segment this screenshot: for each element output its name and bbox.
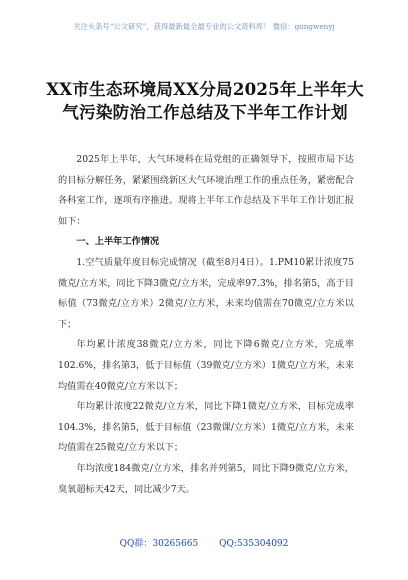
body-paragraph: 1.空气质量年度目标完成情况（截至8月4日）。1.PM10累计浓度75微克/立方米，同比下降3微克/立方米，完成率97.3%，排名第5，高于目标值（73微克/立方米）2微克/立方米，未来均值需在70微克/立方米以下；: [58, 256, 354, 330]
intro-paragraph: 2025年上半年，大气环境科在局党组的正确领导下，按照市局下达的目标分解任务，紧紧围绕新区大气环境治理工作的重点任务，紧密配合各科室工作，逐项有序推进。现将上半年工作总结及下半年工作计划汇报如下：: [58, 154, 354, 227]
footer-contact: [0, 536, 408, 549]
document-body: [58, 150, 354, 500]
body-paragraph: 年均累计浓度22微克/立方米，同比下降1微克/立方米，目标完成率104.3%，排名第5，低于目标值（23微课/立方米）1微克/立方米，未来均值需在25微克/立方米以下；: [58, 401, 354, 454]
qq-number-text: QQ:535304092: [219, 539, 289, 549]
section-heading: 一、上半年工作情况: [76, 236, 160, 248]
body-paragraph: 年均浓度184微克/立方米，排名并列第5，同比下降9微克/立方米，臭氧超标天42天，同比减少7天。: [58, 462, 354, 495]
document-title: XX市生态环境局XX分局2025年上半年大气污染防治工作总结及下半年工作计划: [46, 79, 364, 122]
body-paragraph: 年均累计浓度38微克/立方米，同比下降6微克/立方米，完成率102.6%，排名第3，低于目标值（39微克/立方米）1微克/立方米，未来均值需在40微克/立方米以下；: [58, 339, 354, 392]
qq-group-text: QQ群：30265665: [119, 539, 199, 549]
header-banner: 关注头条号“公文研究”，获得最新最全最专业的公文资料库！ 微信：gongwenyj: [73, 22, 335, 31]
